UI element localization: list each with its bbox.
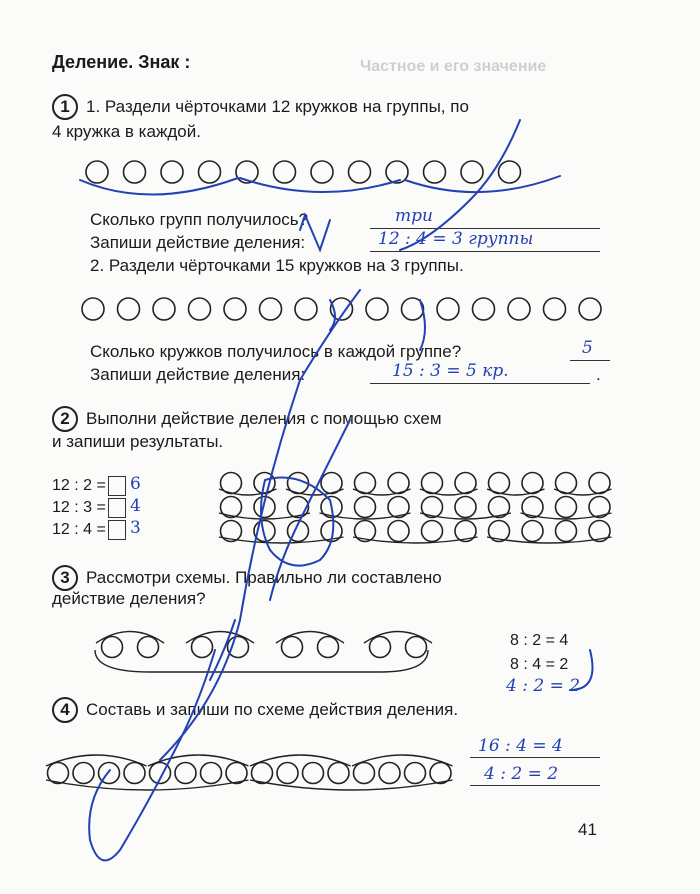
circle-task1-b bbox=[118, 298, 140, 320]
pen-stroke bbox=[405, 176, 560, 192]
task3-equation-1: 8 : 2 = 4 bbox=[510, 632, 569, 649]
group-arc-task2 bbox=[353, 537, 478, 543]
answer-per-group: 5 bbox=[582, 338, 593, 358]
task1-text-line2: 4 кружка в каждой. bbox=[52, 122, 201, 141]
printed-circles bbox=[48, 161, 611, 784]
task4-text: Составь и запиши по схеме действия деления. bbox=[86, 700, 459, 719]
circle-task4 bbox=[303, 763, 324, 784]
answer-groups: три bbox=[395, 206, 433, 226]
pair-arc-task3 bbox=[186, 632, 254, 644]
circle-task2 bbox=[556, 521, 577, 542]
group-arc-task2 bbox=[219, 537, 344, 543]
circle-task4 bbox=[124, 763, 145, 784]
pair-arc-task3 bbox=[96, 632, 164, 644]
circle-task1-b bbox=[224, 298, 246, 320]
circle-task3 bbox=[138, 637, 159, 658]
circle-task1-b bbox=[579, 298, 601, 320]
circle-task2 bbox=[556, 497, 577, 518]
circle-task1-b bbox=[473, 298, 495, 320]
bleed-through-text: Частное и его значение bbox=[360, 58, 547, 75]
circle-task3 bbox=[228, 637, 249, 658]
task1-part2-text: 2. Раздели чёрточками 15 кружков на 3 группы. bbox=[90, 256, 464, 275]
pen-stroke bbox=[420, 300, 425, 350]
task4-answer-2: 4 : 2 = 2 bbox=[484, 764, 559, 784]
circle-task1-b bbox=[189, 298, 211, 320]
circle-task4 bbox=[201, 763, 222, 784]
task3-equation-2: 8 : 4 = 2 bbox=[510, 656, 569, 673]
circle-task3 bbox=[370, 637, 391, 658]
group-arc-task2 bbox=[420, 489, 478, 495]
task-number-3: 3 bbox=[52, 565, 78, 591]
page-number: 41 bbox=[578, 820, 597, 839]
task1-question-division: Запиши действие деления: bbox=[90, 233, 306, 252]
circle-task1-a bbox=[161, 161, 183, 183]
circle-task1-b bbox=[295, 298, 317, 320]
big-arc-task3 bbox=[95, 650, 428, 672]
division-expr-1: 12 : 2 = bbox=[52, 477, 106, 495]
group-arc-task4 bbox=[352, 755, 453, 766]
printed-group-arcs bbox=[46, 489, 612, 790]
task-number-2: 2 bbox=[52, 406, 78, 432]
circle-task4 bbox=[73, 763, 94, 784]
circle-task1-a bbox=[424, 161, 446, 183]
group-arc-task4 bbox=[46, 755, 147, 766]
pen-stroke bbox=[160, 290, 360, 760]
task1-question-groups: Сколько групп получилось? bbox=[90, 210, 309, 229]
task3-correction: 4 : 2 = 2 bbox=[506, 676, 581, 696]
circle-task1-b bbox=[260, 298, 282, 320]
answer-division-2: 15 : 3 = 5 кр. bbox=[392, 361, 509, 381]
task-number-4: 4 bbox=[52, 697, 78, 723]
pen-stroke bbox=[570, 650, 593, 690]
circle-task4 bbox=[354, 763, 375, 784]
circle-task1-a bbox=[86, 161, 108, 183]
circle-task2 bbox=[422, 521, 443, 542]
circle-task3 bbox=[406, 637, 427, 658]
circle-task2 bbox=[388, 521, 409, 542]
answer-division-1: 12 : 4 = 3 группы bbox=[378, 229, 534, 249]
circle-task1-a bbox=[349, 161, 371, 183]
task4-answer-1: 16 : 4 = 4 bbox=[478, 736, 563, 756]
division-expr-3: 12 : 4 = bbox=[52, 521, 106, 539]
circle-task3 bbox=[102, 637, 123, 658]
answer-box-value-3: 3 bbox=[130, 518, 141, 538]
circle-task1-a bbox=[274, 161, 296, 183]
circle-task2 bbox=[522, 521, 543, 542]
pair-arc-task3 bbox=[276, 632, 344, 644]
task1-question-per-group: Сколько кружков получилось в каждой группе? bbox=[90, 342, 462, 361]
circle-task1-b bbox=[544, 298, 566, 320]
answer-box-value-1: 6 bbox=[130, 474, 141, 494]
circle-task1-b bbox=[508, 298, 530, 320]
group-arc-task2 bbox=[487, 537, 612, 543]
pair-arc-task3 bbox=[364, 632, 432, 644]
pen-marks bbox=[80, 120, 593, 860]
task1-question-division-2: Запиши действие деления: bbox=[90, 365, 306, 384]
circle-task1-b bbox=[366, 298, 388, 320]
group-arc-task2 bbox=[487, 489, 545, 495]
division-expr-2: 12 : 3 = bbox=[52, 499, 106, 517]
circle-task4 bbox=[277, 763, 298, 784]
answer-box-value-2: 4 bbox=[130, 496, 141, 516]
task2-text-line1: Выполни действие деления с помощью схем bbox=[86, 409, 442, 428]
circle-task1-a bbox=[499, 161, 521, 183]
pen-checkmark bbox=[300, 215, 330, 250]
circle-task4 bbox=[379, 763, 400, 784]
circle-task1-b bbox=[82, 298, 104, 320]
circle-task1-a bbox=[461, 161, 483, 183]
circle-task1-a bbox=[124, 161, 146, 183]
group-arc-task2 bbox=[554, 489, 612, 495]
period: . bbox=[596, 365, 601, 384]
task2-text-line2: и запиши результаты. bbox=[52, 432, 224, 451]
pen-stroke bbox=[240, 178, 400, 192]
task-number-1: 1 bbox=[52, 94, 78, 120]
group-arc-task4 bbox=[250, 755, 351, 766]
circle-task1-b bbox=[437, 298, 459, 320]
circle-task1-b bbox=[153, 298, 175, 320]
circle-task3 bbox=[192, 637, 213, 658]
circle-task1-a bbox=[311, 161, 333, 183]
circle-task2 bbox=[355, 497, 376, 518]
task3-text-line1: Рассмотри схемы. Правильно ли составлено bbox=[86, 568, 442, 587]
circle-task3 bbox=[282, 637, 303, 658]
circle-task4 bbox=[328, 763, 349, 784]
group-arc-task2 bbox=[353, 489, 411, 495]
task3-text-line2: действие деления? bbox=[52, 589, 206, 608]
pen-stroke bbox=[270, 420, 350, 600]
task1-text-line1: 1. Раздели чёрточками 12 кружков на группы, по bbox=[86, 97, 469, 116]
circle-task4 bbox=[175, 763, 196, 784]
circle-task4 bbox=[405, 763, 426, 784]
circle-task1-a bbox=[199, 161, 221, 183]
circle-task2 bbox=[455, 497, 476, 518]
page-title: Деление. Знак : bbox=[52, 52, 191, 72]
circle-task3 bbox=[318, 637, 339, 658]
